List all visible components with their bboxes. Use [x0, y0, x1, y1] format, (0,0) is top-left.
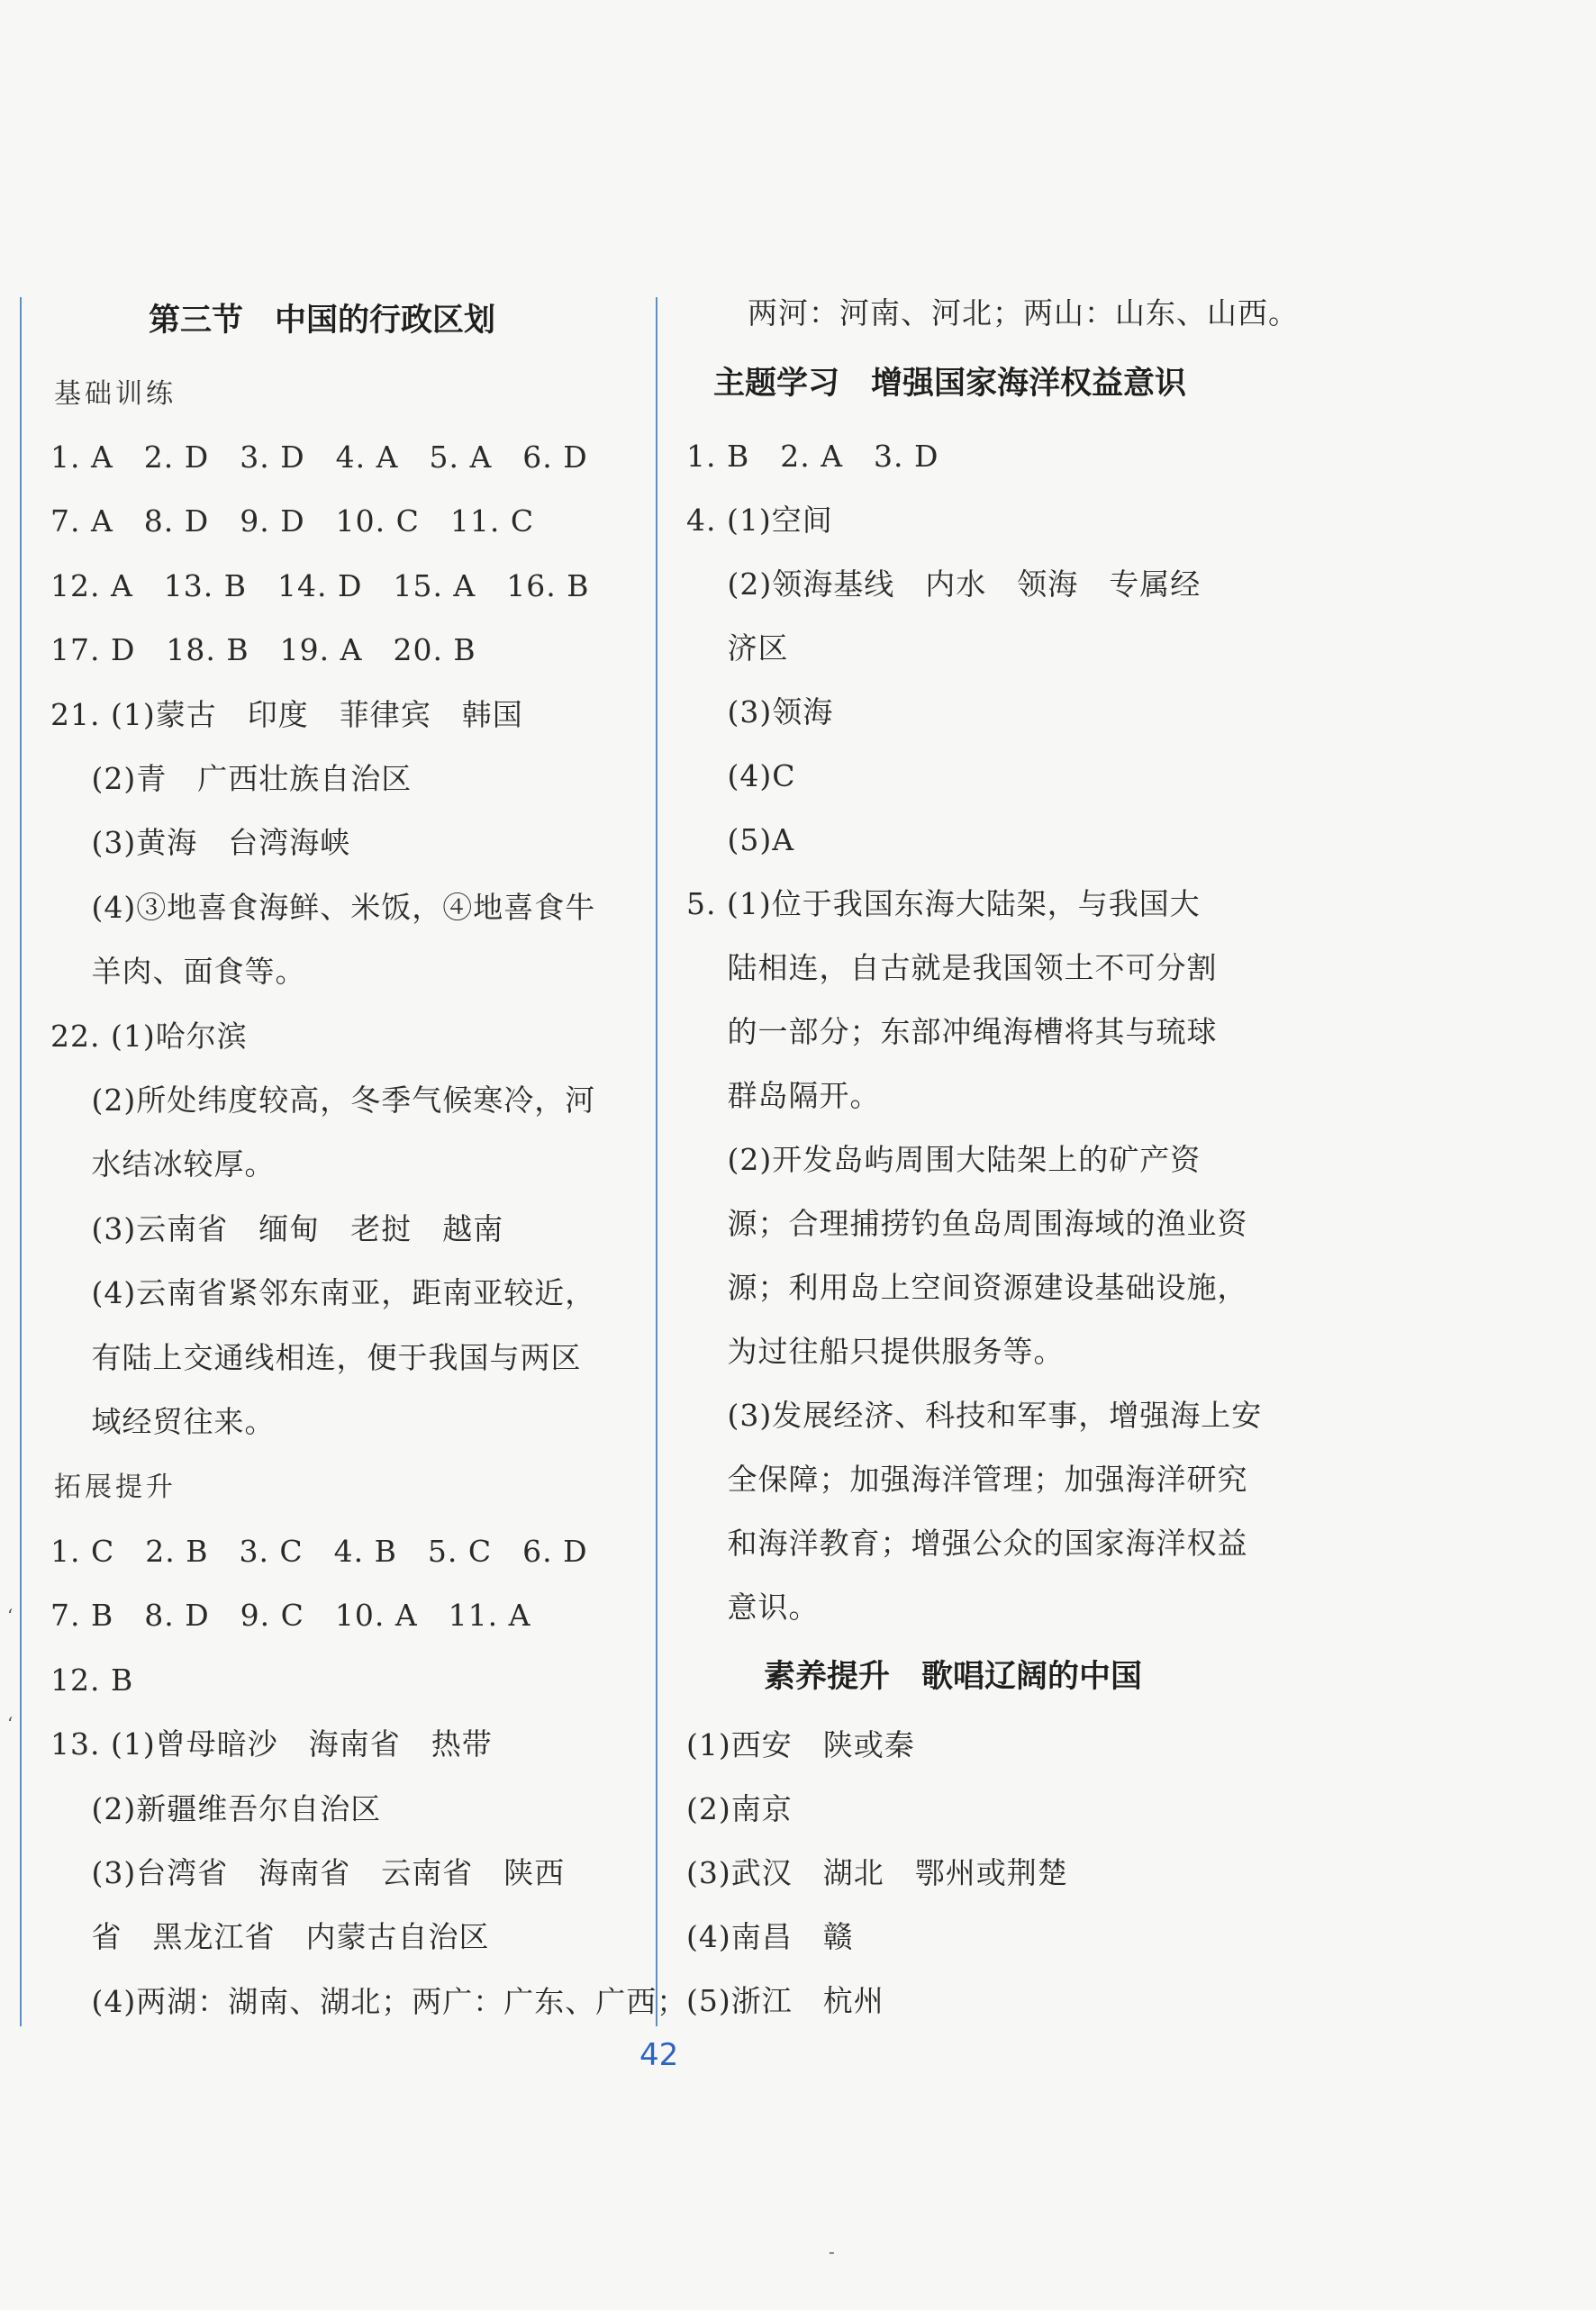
- answer-line: (2)青 广西壮族自治区: [50, 761, 413, 796]
- answer-line: (4)C: [686, 758, 796, 793]
- answer-line: (3)云南省 缅甸 老挝 越南: [50, 1210, 504, 1246]
- basic-training-label: 基础训练: [54, 378, 177, 410]
- answer-line: 群岛隔开。: [686, 1078, 881, 1113]
- answer-line: 全保障；加强海洋管理；加强海洋研究: [686, 1462, 1248, 1497]
- answer-line: 4. (1)空间: [686, 503, 833, 538]
- answer-line: 17. D 18. B 19. A 20. B: [50, 632, 476, 668]
- answer-line: 5. (1)位于我国东海大陆架，与我国大: [686, 886, 1201, 921]
- answer-line: (2)所处纬度较高，冬季气候寒冷，河: [50, 1083, 596, 1118]
- page-number: 42: [639, 2037, 679, 2073]
- answer-line: 12. A 13. B 14. D 15. A 16. B: [50, 567, 590, 603]
- answer-line: 为过往船只提供服务等。: [686, 1334, 1065, 1369]
- answer-line: 21. (1)蒙古 印度 菲律宾 韩国: [50, 696, 523, 732]
- answer-line: 陆相连，自古就是我国领土不可分割: [686, 950, 1218, 985]
- answer-line: 和海洋教育；增强公众的国家海洋权益: [686, 1526, 1248, 1561]
- answer-line: 7. B 8. D 9. C 10. A 11. A: [50, 1598, 531, 1634]
- answer-line: (2)领海基线 内水 领海 专属经: [686, 566, 1202, 602]
- scan-mark: ‘: [7, 1713, 14, 1735]
- section-title-literacy: 素养提升 歌唱辽阔的中国: [764, 1659, 1143, 1695]
- answer-line: 13. (1)曾母暗沙 海南省 热带: [50, 1726, 493, 1762]
- scan-mark: ‘: [7, 1605, 14, 1626]
- answer-line: (4)云南省紧邻东南亚，距南亚较近，: [50, 1275, 596, 1311]
- answer-line: (3)领海: [686, 694, 834, 729]
- left-column-rule: [20, 297, 22, 2026]
- answer-line: 源；合理捕捞钓鱼岛周围海域的渔业资: [686, 1206, 1248, 1241]
- middle-column-rule: [656, 297, 657, 2026]
- answer-line: 意识。: [686, 1590, 820, 1625]
- answer-line: (3)黄海 台湾海峡: [50, 825, 351, 861]
- answer-line: (2)新疆维吾尔自治区: [50, 1790, 382, 1826]
- answer-line: 域经贸往来。: [50, 1404, 276, 1439]
- answer-line: (3)发展经济、科技和军事，增强海上安: [686, 1398, 1263, 1433]
- answer-line: 羊肉、面食等。: [50, 954, 306, 990]
- answer-line: 水结冰较厚。: [50, 1146, 276, 1182]
- answer-line: 省 黑龙江省 内蒙古自治区: [50, 1919, 490, 1955]
- answer-line: (3)台湾省 海南省 云南省 陕西: [50, 1855, 566, 1890]
- answer-line: 7. A 8. D 9. D 10. C 11. C: [50, 503, 535, 539]
- answer-line: (4)南昌 赣: [686, 1919, 854, 1954]
- answer-line: (4)③地喜食海鲜、米饭，④地喜食牛: [50, 889, 596, 925]
- answer-line: (4)两湖：湖南、湖北；两广：广东、广西；: [50, 1983, 688, 2019]
- answer-line: (5)A: [686, 822, 795, 857]
- scan-mark: ‐: [829, 2241, 835, 2262]
- answer-line: (2)开发岛屿周围大陆架上的矿产资: [686, 1142, 1202, 1177]
- answer-line: 济区: [686, 630, 789, 666]
- section-title-ocean: 主题学习 增强国家海洋权益意识: [713, 366, 1187, 402]
- answer-line: 12. B: [50, 1662, 134, 1698]
- answer-line: 有陆上交通线相连，便于我国与两区: [50, 1339, 582, 1375]
- answer-line: 源；利用岛上空间资源建设基础设施，: [686, 1270, 1248, 1305]
- answer-line: 的一部分；东部冲绳海槽将其与琉球: [686, 1014, 1218, 1049]
- answer-line: 1. C 2. B 3. C 4. B 5. C 6. D: [50, 1534, 588, 1569]
- right-continuation-line: 两河：河南、河北；两山：山东、山西。: [748, 295, 1299, 331]
- answer-line: (2)南京: [686, 1791, 793, 1826]
- answer-line: (3)武汉 湖北 鄂州或荆楚: [686, 1855, 1068, 1890]
- answer-line: 22. (1)哈尔滨: [50, 1018, 248, 1054]
- answer-line: (5)浙江 杭州: [686, 1983, 884, 2018]
- section-title-left: 第三节 中国的行政区划: [149, 303, 496, 339]
- extension-label: 拓展提升: [54, 1472, 177, 1503]
- answer-line: 1. A 2. D 3. D 4. A 5. A 6. D: [50, 439, 588, 475]
- answer-line: 1. B 2. A 3. D: [686, 439, 939, 474]
- answer-line: (1)西安 陕或秦: [686, 1727, 915, 1762]
